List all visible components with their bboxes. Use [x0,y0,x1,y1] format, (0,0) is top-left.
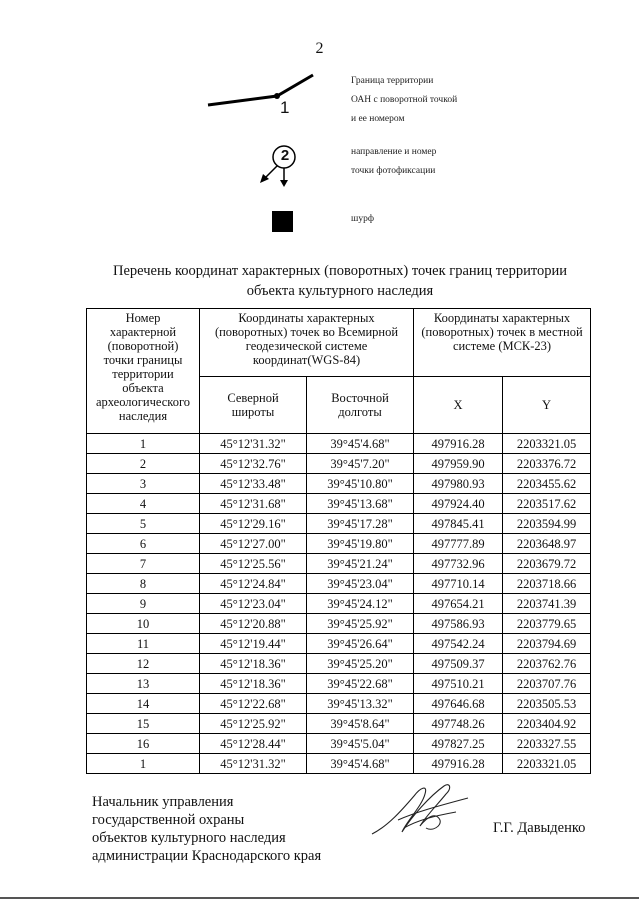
row-number-cell: 6 [87,534,200,554]
latitude-cell: 45°12'18.36" [200,674,307,694]
latitude-cell: 45°12'31.32" [200,754,307,774]
row-number-cell: 3 [87,474,200,494]
row-number-cell: 15 [87,714,200,734]
longitude-cell: 39°45'13.32" [307,694,414,714]
latitude-cell: 45°12'25.92" [200,714,307,734]
latitude-cell: 45°12'32.76" [200,454,307,474]
row-number-cell: 13 [87,674,200,694]
row-number-cell: 12 [87,654,200,674]
header-wgs-group: Координаты характерных (поворотных) точек во Всемирной геодезической системе координат(WGS-84) [200,309,414,377]
position-line: объектов культурного наследия [92,830,286,846]
row-number-cell: 14 [87,694,200,714]
longitude-cell: 39°45'8.64" [307,714,414,734]
y-coordinate-cell: 2203718.66 [503,574,591,594]
y-coordinate-cell: 2203762.76 [503,654,591,674]
photo-point-number: 2 [280,147,290,164]
y-coordinate-cell: 2203707.76 [503,674,591,694]
longitude-cell: 39°45'5.04" [307,734,414,754]
header-y: Y [503,377,591,434]
x-coordinate-cell: 497654.21 [414,594,503,614]
x-coordinate-cell: 497916.28 [414,434,503,454]
latitude-cell: 45°12'27.00" [200,534,307,554]
longitude-cell: 39°45'21.24" [307,554,414,574]
coordinates-table [86,308,591,774]
x-coordinate-cell: 497710.14 [414,574,503,594]
legend-text-line: точки фотофиксации [351,166,436,176]
position-line: администрации Краснодарского края [92,848,322,864]
longitude-cell: 39°45'4.68" [307,434,414,454]
x-coordinate-cell: 497980.93 [414,474,503,494]
legend-text-line: ОАН с поворотной точкой [351,95,458,105]
y-coordinate-cell: 2203679.72 [503,554,591,574]
row-number-cell: 4 [87,494,200,514]
row-number-cell: 2 [87,454,200,474]
signatory-position [92,793,321,865]
y-coordinate-cell: 2203327.55 [503,734,591,754]
longitude-cell: 39°45'7.20" [307,454,414,474]
legend-pit-text [351,210,374,229]
table-header [87,309,591,434]
table-row [87,494,591,514]
position-line: Начальник управления [92,794,234,810]
x-coordinate-cell: 497542.24 [414,634,503,654]
table-title [60,261,620,301]
latitude-cell: 45°12'28.44" [200,734,307,754]
x-coordinate-cell: 497646.68 [414,694,503,714]
x-coordinate-cell: 497924.40 [414,494,503,514]
table-row [87,754,591,774]
longitude-cell: 39°45'26.64" [307,634,414,654]
legend-text-line: Граница территории [351,76,434,86]
x-coordinate-cell: 497748.26 [414,714,503,734]
signatory-name: Г.Г. Давыденко [493,820,586,836]
longitude-cell: 39°45'25.20" [307,654,414,674]
legend-photo-text [351,143,436,181]
table-title-line: Перечень координат характерных (поворотных) точек границ территории [112,263,568,279]
x-coordinate-cell: 497827.25 [414,734,503,754]
bottom-divider [0,897,639,899]
x-coordinate-cell: 497959.90 [414,454,503,474]
x-coordinate-cell: 497732.96 [414,554,503,574]
latitude-cell: 45°12'20.88" [200,614,307,634]
latitude-cell: 45°12'25.56" [200,554,307,574]
table-row [87,594,591,614]
latitude-cell: 45°12'31.68" [200,494,307,514]
x-coordinate-cell: 497509.37 [414,654,503,674]
longitude-cell: 39°45'10.80" [307,474,414,494]
table-row [87,714,591,734]
pit-square-icon [272,211,293,232]
y-coordinate-cell: 2203455.62 [503,474,591,494]
y-coordinate-cell: 2203505.53 [503,694,591,714]
header-north-latitude: Северной широты [200,377,307,434]
x-coordinate-cell: 497916.28 [414,754,503,774]
x-coordinate-cell: 497586.93 [414,614,503,634]
handwritten-signature [368,776,473,838]
row-number-cell: 10 [87,614,200,634]
header-point-number: Номер характерной (поворотной) точки границы территории объекта археологического наследия [87,309,200,434]
row-number-cell: 16 [87,734,200,754]
latitude-cell: 45°12'23.04" [200,594,307,614]
row-number-cell: 8 [87,574,200,594]
page-number: 2 [315,40,324,57]
y-coordinate-cell: 2203404.92 [503,714,591,734]
table-row [87,454,591,474]
y-coordinate-cell: 2203794.69 [503,634,591,654]
header-x: X [414,377,503,434]
legend-text-line: и ее номером [351,114,405,124]
table-row [87,554,591,574]
longitude-cell: 39°45'13.68" [307,494,414,514]
latitude-cell: 45°12'33.48" [200,474,307,494]
table-row [87,574,591,594]
table-row [87,734,591,754]
legend-text-line: шурф [351,214,374,224]
latitude-cell: 45°12'19.44" [200,634,307,654]
latitude-cell: 45°12'24.84" [200,574,307,594]
table-row [87,654,591,674]
table-row [87,674,591,694]
table-row [87,634,591,654]
table-row [87,614,591,634]
x-coordinate-cell: 497845.41 [414,514,503,534]
y-coordinate-cell: 2203779.65 [503,614,591,634]
y-coordinate-cell: 2203517.62 [503,494,591,514]
table-row [87,514,591,534]
latitude-cell: 45°12'31.32" [200,434,307,454]
longitude-cell: 39°45'19.80" [307,534,414,554]
longitude-cell: 39°45'24.12" [307,594,414,614]
y-coordinate-cell: 2203321.05 [503,754,591,774]
row-number-cell: 5 [87,514,200,534]
row-number-cell: 7 [87,554,200,574]
row-number-cell: 1 [87,434,200,454]
table-title-line: объекта культурного наследия [246,283,434,299]
longitude-cell: 39°45'17.28" [307,514,414,534]
position-line: государственной охраны [92,812,245,828]
table-row [87,434,591,454]
y-coordinate-cell: 2203594.99 [503,514,591,534]
header-local-group: Координаты характерных (поворотных) точек в местной системе (МСК-23) [414,309,591,377]
longitude-cell: 39°45'22.68" [307,674,414,694]
row-number-cell: 11 [87,634,200,654]
legend-boundary-text [351,72,457,129]
boundary-line-icon [205,72,320,120]
table-row [87,534,591,554]
latitude-cell: 45°12'22.68" [200,694,307,714]
x-coordinate-cell: 497510.21 [414,674,503,694]
boundary-point-number: 1 [280,98,290,117]
y-coordinate-cell: 2203648.97 [503,534,591,554]
y-coordinate-cell: 2203376.72 [503,454,591,474]
row-number-cell: 9 [87,594,200,614]
legend-text-line: направление и номер [351,147,437,157]
row-number-cell: 1 [87,754,200,774]
longitude-cell: 39°45'25.92" [307,614,414,634]
table-body [87,434,591,774]
y-coordinate-cell: 2203741.39 [503,594,591,614]
table-row [87,474,591,494]
latitude-cell: 45°12'29.16" [200,514,307,534]
table-row [87,694,591,714]
longitude-cell: 39°45'4.68" [307,754,414,774]
latitude-cell: 45°12'18.36" [200,654,307,674]
longitude-cell: 39°45'23.04" [307,574,414,594]
x-coordinate-cell: 497777.89 [414,534,503,554]
y-coordinate-cell: 2203321.05 [503,434,591,454]
header-east-longitude: Восточной долготы [307,377,414,434]
